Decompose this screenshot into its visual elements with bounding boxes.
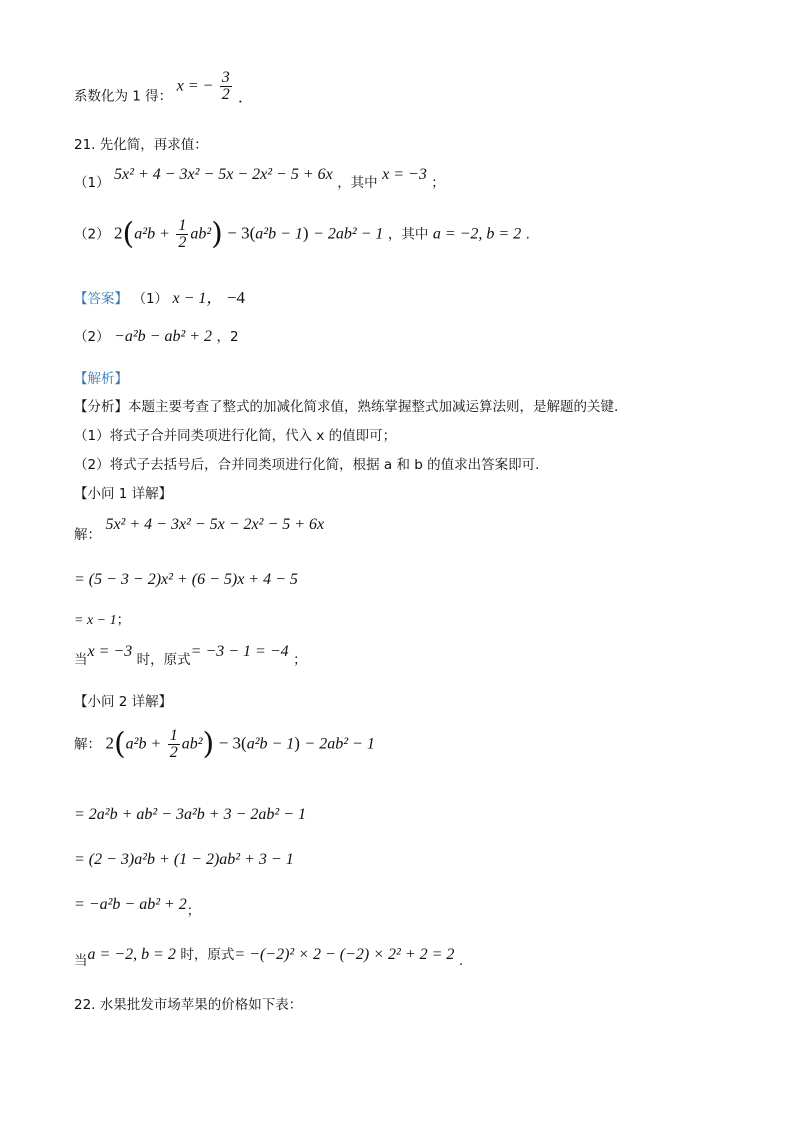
sub2-when: 当 [74,953,88,969]
q21-2-fraction [176,218,188,251]
sub2-paren-open: ( [113,726,126,762]
answer-line-2 [74,327,239,347]
sub2-step-4 [74,895,200,921]
q21-2-fnum: 1 [178,217,187,234]
sub1-expr: 5x² + 4 − 3x² − 5x − 2x² − 5 + 6x [105,516,325,533]
sub2-end: . [458,953,464,969]
sub2-inner2: ab² [181,735,203,753]
q21-part2 [74,218,530,251]
sub2-step-4-end: ； [186,903,201,919]
sub2-expr-line [74,728,375,761]
answer-2-tail: ，2 [216,329,239,345]
answer-1-num: （1） [132,291,169,307]
q21-1-where: ，其中 [337,175,378,191]
q21-2-paren2-close: ) [302,223,309,243]
sub2-fden: 2 [169,744,178,761]
q21-2-end: . [525,226,530,243]
q21-2-where: ，其中 [387,226,429,243]
analysis-step-1: （1）将式子合并同类项进行化简，代入 x 的值即可； [74,428,397,444]
q21-2-paren2-open: ( [249,223,256,243]
q21-part1 [74,165,445,193]
sub2-sol-label: 解： [74,736,101,753]
q21-2-fden: 2 [178,234,187,251]
analysis-tag [74,369,128,389]
coef-label: 系数化为 1 得： [74,88,173,105]
sub2-paren2-open: ( [241,733,247,753]
sub1-when: 当 [74,652,88,668]
answer-2-value: −a²b − ab² + 2 [114,328,213,345]
analysis-tag-text: 【解析】 [74,371,128,387]
sub1-step-2: = (5 − 3 − 2)x² + (6 − 5)x + 4 − 5 [74,571,298,588]
answer-1-value: x − 1， [172,290,223,307]
q21-2-inner2: ab² [190,225,212,243]
analysis-step-2: （2）将式子去括号后，合并同类项进行化简，根据 a 和 b 的值求出答案即可. [74,457,540,473]
sub1-step-3 [74,610,130,631]
q21-2-cond: a = −2, b = 2 [432,225,522,243]
sub1-end: ； [293,652,307,668]
sub2-time: 时，原式 [180,947,235,963]
q21-2-num: （2） [74,226,110,243]
sub2-step-3: = (2 − 3)a²b + (1 − 2)ab² + 3 − 1 [74,851,294,868]
sub1-eval [74,642,307,670]
coef-denominator: 2 [221,86,230,103]
sub1-value: = −3 − 1 = −4 [190,643,289,660]
coef-numerator: 3 [221,69,230,86]
sub2-step-4-expr: = −a²b − ab² + 2 [74,896,187,913]
sub1-step-3-end: ； [116,612,131,628]
q21-1-num: （1） [74,175,110,191]
answer-tag: 【答案】 [74,291,128,307]
sub2-coef: 2 [105,733,114,753]
q21-1-cond: x = −3 [382,166,427,183]
q21-2-paren-close: ) [211,216,223,252]
q21-2-b: − 3 [227,223,250,243]
sub1-title: 【小问 1 详解】 [74,486,173,502]
sub2-inner1: a²b + [125,735,162,753]
q21-2-inner1: a²b + [134,225,170,243]
sub2-step-2: = 2a²b + ab² − 3a²b + 3 − 2ab² − 1 [74,806,306,823]
q21-1-end: ； [431,175,445,191]
sub2-inner3: a²b − 1 [246,735,295,753]
q21-title: 21. 先化简，再求值： [74,137,208,153]
sub2-b: − 3 [218,733,242,753]
sub2-paren2-close: ) [294,733,300,753]
sub2-c: − 2ab² − 1 [304,735,375,753]
sub2-title: 【小问 2 详解】 [74,694,173,710]
sub2-value: = −(−2)² × 2 − (−2) × 2² + 2 = 2 [234,946,455,963]
sub1-sol-label: 解： [74,527,101,543]
q21-2-coef: 2 [114,223,123,243]
q22-title: 22. 水果批发市场苹果的价格如下表： [74,997,303,1013]
sub1-time: 时，原式 [136,652,191,668]
sub2-eval [74,945,463,971]
sub2-fnum: 1 [169,727,178,744]
coef-lhs: x = − [176,77,214,95]
sub2-fraction [168,728,180,761]
coef-line [74,70,242,108]
sub1-cond: x = −3 [87,643,133,660]
q21-2-inner3: a²b − 1 [255,225,303,243]
answer-line-1 [74,288,245,309]
answer-1-value2: −4 [226,288,245,307]
analysis-summary: 【分析】本题主要考查了整式的加减化简求值，熟练掌握整式加减运算法则，是解题的关键. [74,399,619,415]
q21-1-expr: 5x² + 4 − 3x² − 5x − 2x² − 5 + 6x [114,166,333,183]
coef-end: . [238,87,243,107]
coef-fraction [220,70,232,103]
q21-2-paren-open: ( [122,216,135,252]
answer-2-num: （2） [74,329,110,345]
sub2-cond: a = −2, b = 2 [87,946,176,963]
sub1-expr-line [74,515,324,545]
q21-2-c: − 2ab² − 1 [313,225,384,243]
sub1-step-3-expr: = x − 1 [74,613,117,628]
sub2-paren-close: ) [202,726,215,762]
